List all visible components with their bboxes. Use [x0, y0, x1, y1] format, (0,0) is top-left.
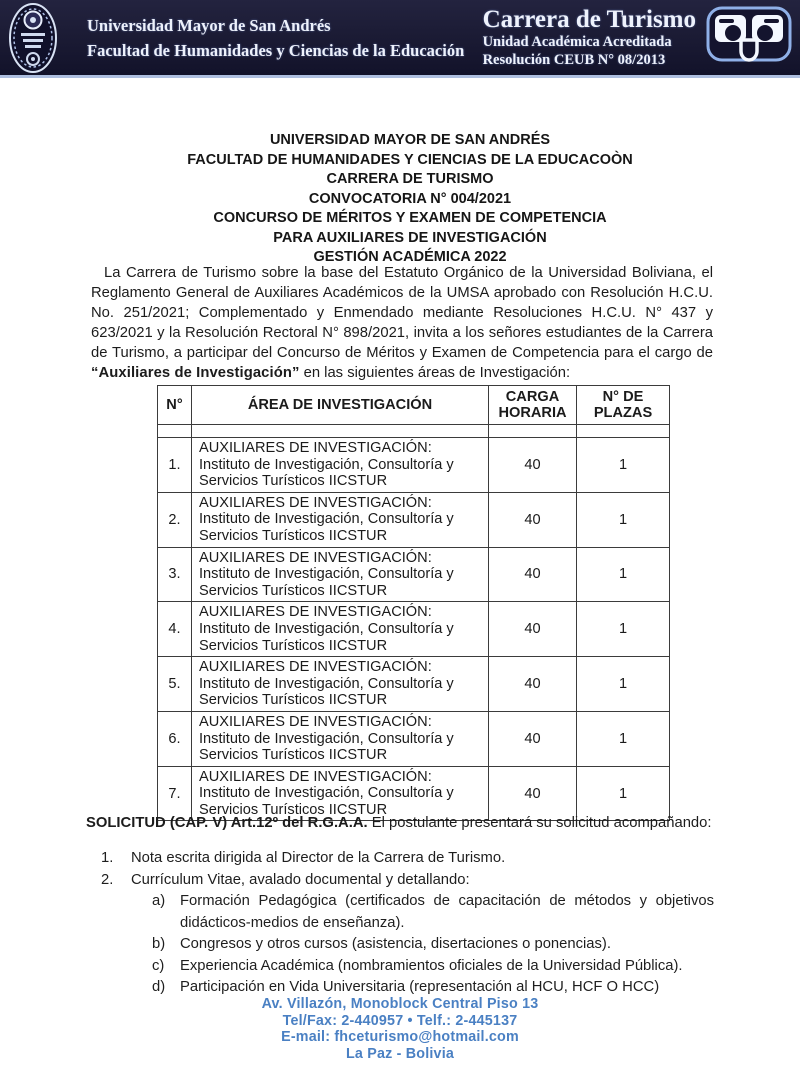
area-line2: Instituto de Investigación, Consultoría y: [199, 675, 454, 692]
requirements-list: [101, 847, 715, 891]
subitem-text: Participación en Vida Universitaria (representación al HCU, HCF O HCC): [180, 979, 660, 995]
row-plazas: 1: [577, 711, 670, 766]
accreditation-line: Unidad Académica Acreditada: [482, 34, 672, 50]
area-line3: Servicios Turísticos IICSTUR: [199, 473, 388, 490]
subitem-text: Congresos y otros cursos (asistencia, disertaciones o ponencias).: [180, 936, 611, 952]
table-header-row: [158, 386, 670, 425]
row-area: [192, 602, 489, 657]
table-row: [158, 492, 670, 547]
list-item: [101, 847, 715, 869]
row-area: [192, 657, 489, 712]
sublist-item: [152, 934, 714, 956]
row-number: 4.: [158, 602, 192, 657]
table-row: [158, 711, 670, 766]
area-line1: AUXILIARES DE INVESTIGACIÓN:: [199, 659, 432, 676]
title-line-auxiliares: PARA AUXILIARES DE INVESTIGACIÓN: [273, 229, 547, 246]
row-number: 6.: [158, 711, 192, 766]
row-plazas: 1: [577, 438, 670, 493]
area-line3: Servicios Turísticos IICSTUR: [199, 527, 388, 544]
area-line3: Servicios Turísticos IICSTUR: [199, 582, 388, 599]
row-plazas: 1: [577, 602, 670, 657]
row-plazas: 1: [577, 657, 670, 712]
footer-address: Av. Villazón, Monoblock Central Piso 13: [261, 996, 539, 1012]
area-line1: AUXILIARES DE INVESTIGACIÓN:: [199, 713, 432, 730]
area-line3: Servicios Turísticos IICSTUR: [199, 637, 388, 654]
subitem-text: Formación Pedagógica (certificados de capacitación de métodos y objetivos didácticos-medios de enseñanza).: [180, 893, 714, 931]
table-row: [158, 602, 670, 657]
row-area: [192, 547, 489, 602]
row-hours: 40: [489, 711, 577, 766]
area-line2: Instituto de Investigación, Consultoría y: [199, 620, 454, 637]
row-hours: 40: [489, 438, 577, 493]
intro-text-after: en las siguientes áreas de Investigación:: [299, 365, 571, 381]
turismo-masks-icon: [706, 6, 792, 70]
footer-phones: Tel/Fax: 2-440957 • Telf.: 2-445137: [282, 1012, 518, 1029]
row-plazas: 1: [577, 492, 670, 547]
area-line1: AUXILIARES DE INVESTIGACIÓN:: [199, 549, 432, 566]
footer-city: La Paz - Bolivia: [345, 1045, 455, 1062]
areas-table: [157, 385, 670, 821]
row-hours: 40: [489, 766, 577, 821]
title-line-university: UNIVERSIDAD MAYOR DE SAN ANDRÉS: [269, 132, 551, 148]
title-line-faculty: FACULTAD DE HUMANIDADES Y CIENCIAS DE LA EDUCACOÒN: [187, 151, 633, 168]
row-number: 3.: [158, 547, 192, 602]
table-row: [158, 438, 670, 493]
sublist-item: [152, 956, 714, 978]
header-carga: CARGA HORARIA: [489, 386, 577, 425]
row-area: [192, 492, 489, 547]
item-text: Currículum Vitae, avalado documental y detallando:: [131, 872, 470, 888]
intro-bold-phrase: “Auxiliares de Investigación”: [91, 365, 300, 381]
row-hours: 40: [489, 492, 577, 547]
area-line2: Instituto de Investigación, Consultoría y: [199, 730, 454, 747]
title-line-concurso: CONCURSO DE MÉRITOS Y EXAMEN DE COMPETENCIA: [213, 210, 607, 226]
table-empty-row: [158, 425, 670, 438]
area-line1: AUXILIARES DE INVESTIGACIÓN:: [199, 494, 432, 511]
area-line1: AUXILIARES DE INVESTIGACIÓN:: [199, 604, 432, 621]
subitem-marker: c): [152, 957, 165, 974]
row-area: [192, 711, 489, 766]
area-line2: Instituto de Investigación, Consultoría y: [199, 456, 454, 473]
table-row: [158, 657, 670, 712]
subitem-marker: b): [152, 936, 166, 952]
header-banner: [0, 0, 800, 78]
row-plazas: 1: [577, 547, 670, 602]
table-row: [158, 547, 670, 602]
document-title-block: [90, 131, 730, 268]
area-line3: Servicios Turísticos IICSTUR: [199, 692, 388, 709]
row-number: 7.: [158, 766, 192, 821]
umsa-seal-icon: [7, 2, 59, 74]
item-marker: 1.: [101, 850, 114, 866]
solicitud-heading: [86, 813, 716, 833]
header-plazas: N° DE PLAZAS: [577, 386, 670, 425]
row-hours: 40: [489, 657, 577, 712]
area-line2: Instituto de Investigación, Consultoría y: [199, 511, 454, 528]
curriculum-sublist: [152, 891, 714, 999]
title-line-gestion: GESTIÓN ACADÉMICA 2022: [313, 249, 507, 265]
item-marker: 2.: [101, 872, 114, 888]
university-name: Universidad Mayor de San Andrés: [87, 15, 331, 35]
institution-name: [87, 13, 464, 63]
banner-right-block: [483, 6, 800, 70]
row-number: 5.: [158, 657, 192, 712]
sublist-item: [152, 891, 714, 934]
area-line1: AUXILIARES DE INVESTIGACIÓN:: [199, 768, 432, 785]
header-area: ÁREA DE INVESTIGACIÓN: [192, 386, 489, 425]
intro-text-before: La Carrera de Turismo sobre la base del Estatuto Orgánico de la Universidad Boliviana, el Reglamento General de Auxiliares Académicos de la UMSA aprobado con Resolución H.C.U. No. 251/2021; Complementado y Enmendado mediante Resoluciones H.C.U. N° 437 y 623/2021 y la Resolución Rectoral N° 898/2021, invita a los señores estudiantes de la Carrera de Turismo, a participar del Concurso de Méritos y Examen de Competencia para el cargo de: [91, 265, 713, 361]
solicitud-heading-rest: El postulante presentará su solicitud acompañando:: [367, 815, 712, 831]
career-block: [483, 6, 696, 69]
subitem-marker: a): [152, 893, 166, 909]
area-line2: Instituto de Investigación, Consultoría y: [199, 566, 454, 583]
row-hours: 40: [489, 547, 577, 602]
area-line1: AUXILIARES DE INVESTIGACIÓN:: [199, 440, 432, 456]
row-hours: 40: [489, 602, 577, 657]
footer-email: E-mail: fhceturismo@hotmail.com: [281, 1029, 519, 1045]
career-title: Carrera de Turismo: [482, 6, 696, 33]
area-line2: Instituto de Investigación, Consultoría y: [199, 785, 454, 802]
row-area: [192, 438, 489, 493]
resolution-line: Resolución CEUB N° 08/2013: [482, 52, 666, 68]
faculty-name: Facultad de Humanidades y Ciencias de la Educación: [87, 40, 465, 60]
row-number: 1.: [158, 438, 192, 493]
item-text: Nota escrita dirigida al Director de la Carrera de Turismo.: [131, 850, 506, 866]
header-num: N°: [158, 386, 192, 425]
title-line-convocatoria: CONVOCATORIA N° 004/2021: [308, 190, 512, 207]
title-line-career: CARRERA DE TURISMO: [326, 171, 494, 187]
area-line3: Servicios Turísticos IICSTUR: [199, 747, 388, 764]
subitem-text: Experiencia Académica (nombramientos oficiales de la Universidad Pública).: [180, 957, 683, 974]
solicitud-heading-bold: SOLICITUD (CAP. V) Art.12º del R.G.A.A.: [86, 815, 368, 831]
row-number: 2.: [158, 492, 192, 547]
intro-paragraph: [91, 263, 713, 383]
list-item: [101, 869, 715, 891]
row-plazas: 1: [577, 766, 670, 821]
area-line3: Servicios Turísticos IICSTUR: [199, 801, 388, 818]
footer-contact-block: [0, 996, 800, 1062]
subitem-marker: d): [152, 979, 166, 995]
